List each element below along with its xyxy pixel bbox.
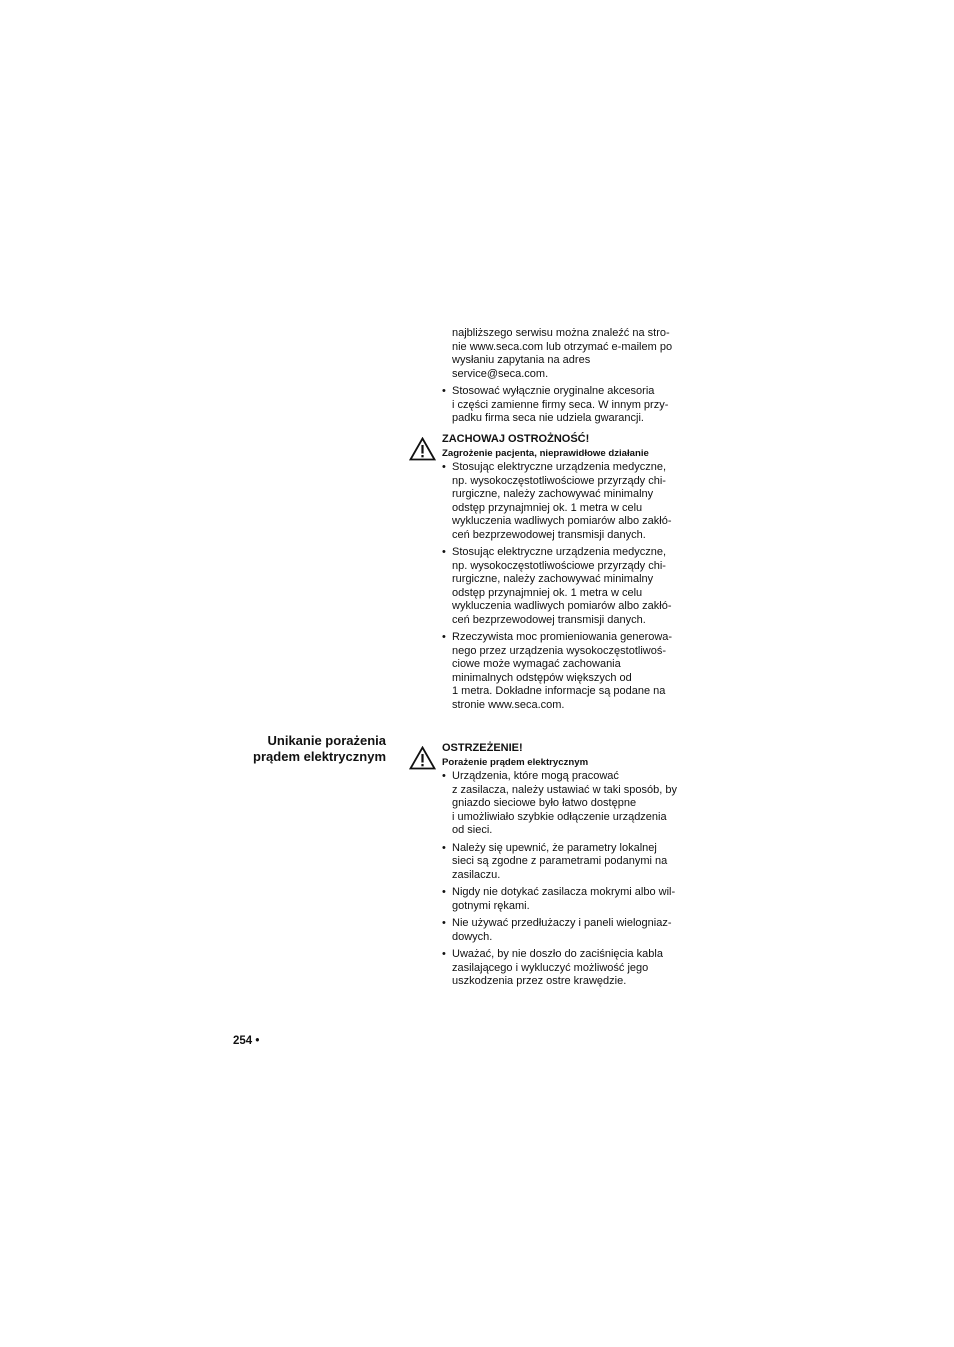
text-line: odstęp przynajmniej ok. 1 metra w celu xyxy=(452,501,643,514)
heading-line: Unikanie porażenia xyxy=(267,733,386,748)
text-line: rurgiczne, należy zachowywać minimalny xyxy=(452,488,654,500)
bullet-icon: • xyxy=(442,886,446,898)
bullet-icon: • xyxy=(442,841,446,854)
text-line: wykluczenia wadliwych pomiarów albo zakłó- xyxy=(452,515,672,527)
text-line: odstęp przynajmniej ok. 1 metra w celu xyxy=(452,586,643,599)
text-line: nego przez urządzenia wysokoczęstotliwoś- xyxy=(452,644,666,657)
text-line: Należy się upewnić, że parametry lokalnej xyxy=(452,841,657,854)
bullet-icon: • xyxy=(442,917,446,929)
text-line: gotnymi rękami. xyxy=(452,899,530,912)
text-line: 1 metra. Dokładne informacje są podane na xyxy=(452,685,666,697)
text-line: zasilającego i wykluczyć możliwość jego xyxy=(452,961,649,974)
bullet-icon: • xyxy=(442,770,446,782)
text-line: uszkodzenia przez ostre krawędzie. xyxy=(452,975,627,987)
bullet-icon: • xyxy=(442,948,446,960)
text-line: np. wysokoczęstotliwościowe przyrządy chi- xyxy=(452,474,666,487)
text-line: zasilaczu. xyxy=(452,868,501,881)
text-line: rurgiczne, należy zachowywać minimalny xyxy=(452,573,654,585)
heading-line: prądem elektrycznym xyxy=(253,749,386,764)
text-line: sieci są zgodne z parametrami podanymi na xyxy=(452,855,668,867)
text-line: gniazdo sieciowe było łatwo dostępne xyxy=(452,797,637,809)
list-item xyxy=(442,948,692,989)
bullet-icon: • xyxy=(442,546,446,558)
bullet-icon: • xyxy=(442,385,446,397)
text-line: stronie www.seca.com. xyxy=(452,698,565,711)
list-item xyxy=(442,917,692,944)
text-line: dowych. xyxy=(452,930,493,943)
warning-triangle-icon xyxy=(409,437,436,461)
text-line: Stosować wyłącznie oryginalne akcesoria xyxy=(452,385,655,397)
text-line: najbliższego serwisu można znaleźć na stro- xyxy=(452,327,670,339)
page-number: 254 • xyxy=(233,1035,260,1047)
warning-subtitle: Porażenie prądem elektrycznym xyxy=(442,756,589,768)
text-line: ceń bezprzewodowej transmisji danych. xyxy=(452,528,646,541)
text-line: Urządzenia, które mogą pracować xyxy=(452,770,619,782)
bullet-icon: • xyxy=(442,461,446,473)
caution-subtitle: Zagrożenie pacjenta, nieprawidłowe działanie xyxy=(442,447,649,459)
text-line: od sieci. xyxy=(452,824,493,836)
list-item xyxy=(442,461,692,542)
text-line: ceń bezprzewodowej transmisji danych. xyxy=(452,613,646,626)
text-line: Nie używać przedłużaczy i paneli wielogniaz- xyxy=(452,917,672,929)
text-line: i umożliwiało szybkie odłączenie urządzenia xyxy=(452,810,667,823)
text-line: service@seca.com. xyxy=(452,367,549,380)
text-line: Stosując elektryczne urządzenia medyczne, xyxy=(452,461,666,473)
text-line: z zasilacza, należy ustawiać w taki sposób, by xyxy=(452,783,677,796)
text-line: np. wysokoczęstotliwościowe przyrządy chi- xyxy=(452,559,666,572)
text-line: padku firma seca nie udziela gwarancji. xyxy=(452,412,644,424)
list-item xyxy=(442,770,692,838)
list-item xyxy=(442,842,692,883)
text-line: nie www.seca.com lub otrzymać e-mailem po xyxy=(452,340,673,353)
caution-block xyxy=(442,433,692,716)
continuation-paragraph xyxy=(442,327,692,381)
text-line: wysłaniu zapytania na adres xyxy=(452,354,591,366)
list-item xyxy=(442,546,692,627)
list-item xyxy=(442,631,692,712)
text-line: ciowe może wymagać zachowania xyxy=(452,658,621,670)
text-line: i części zamienne firmy seca. W innym przy- xyxy=(452,398,669,411)
list-item xyxy=(442,886,692,913)
text-line: Uważać, by nie doszło do zaciśnięcia kabla xyxy=(452,948,663,960)
top-block xyxy=(442,327,692,430)
text-line: wykluczenia wadliwych pomiarów albo zakłó- xyxy=(452,600,672,612)
list-item xyxy=(442,385,692,426)
warning-block xyxy=(442,742,692,993)
bullet-icon: • xyxy=(442,631,446,643)
text-line: Rzeczywista moc promieniowania generowa- xyxy=(452,631,673,643)
text-line: Stosując elektryczne urządzenia medyczne, xyxy=(452,546,666,558)
text-line: minimalnych odstępów większych od xyxy=(452,671,632,684)
warning-triangle-icon xyxy=(409,746,436,770)
section-heading xyxy=(253,733,386,765)
caution-title: ZACHOWAJ OSTROŻNOŚĆ! xyxy=(442,433,590,445)
text-line: Nigdy nie dotykać zasilacza mokrymi albo wil- xyxy=(452,886,676,898)
warning-title: OSTRZEŻENIE! xyxy=(442,742,523,754)
